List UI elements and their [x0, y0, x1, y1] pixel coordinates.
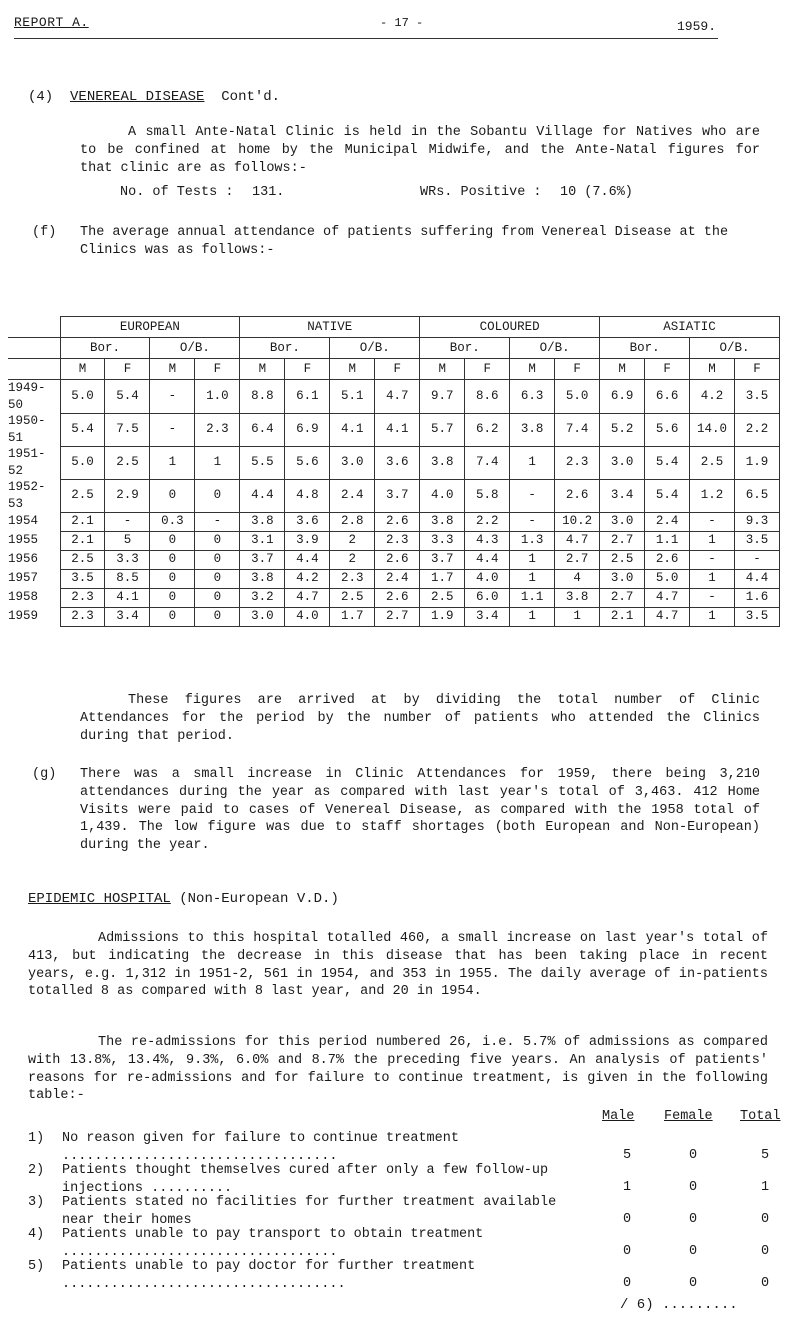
table-cell: 1.3 — [510, 531, 555, 550]
table-cell: 3.8 — [555, 588, 600, 607]
report-year: 1959. — [676, 19, 716, 34]
table-cell: 3.4 — [105, 607, 150, 626]
table-cell: 1 — [510, 550, 555, 569]
table-cell: 2.3 — [375, 531, 420, 550]
subgroup-header: O/B. — [690, 338, 780, 359]
table-cell: 3.9 — [285, 531, 330, 550]
table-cell: 2.4 — [330, 479, 375, 512]
table-cell: 8.6 — [465, 380, 510, 414]
table-cell: 4.7 — [375, 380, 420, 414]
table-cell: 2.5 — [60, 479, 105, 512]
table-cell: 3.5 — [60, 569, 105, 588]
row-year: 1954 — [8, 514, 39, 529]
table-subgroup-row — [8, 338, 780, 359]
item-g-text: There was a small increase in Clinic Attendances for 1959, there being 3,210 attendances during the year as compared with last year's total of 3,463. 412 Home Visits were paid to cases of Venereal Disease, as compared with the 1958 total of 1,439. The low figure was due to staff shortages (both European and Non-European) during the year. — [80, 767, 760, 854]
reason-male: 0 — [622, 1212, 632, 1227]
table-cell: 5.6 — [645, 413, 690, 446]
table-cell: - — [510, 512, 555, 531]
table-cell: 3.4 — [465, 607, 510, 626]
sex-header: M — [240, 359, 285, 380]
table-cell: 9.3 — [735, 512, 780, 531]
table-cell: 0 — [195, 531, 240, 550]
table-cell: 2.6 — [375, 512, 420, 531]
reason-total: 0 — [760, 1212, 770, 1227]
table-cell: - — [150, 413, 195, 446]
table-cell: 1 — [510, 569, 555, 588]
table-cell: 6.2 — [465, 413, 510, 446]
table-cell: 3.0 — [600, 569, 645, 588]
attendance-table — [8, 316, 780, 627]
epidemic-paragraph-2 — [28, 1034, 768, 1105]
table-cell: 1 — [510, 607, 555, 626]
row-year: 1957 — [8, 571, 39, 586]
table-cell: 4.0 — [465, 569, 510, 588]
table-cell: 0 — [150, 479, 195, 512]
table-cell: 3.6 — [285, 512, 330, 531]
sex-header: F — [735, 359, 780, 380]
table-cell: 2.2 — [735, 413, 780, 446]
table-group-row — [8, 317, 780, 338]
table-cell: 2 — [330, 531, 375, 550]
table-cell: 1 — [690, 569, 735, 588]
table-cell: 10.2 — [555, 512, 600, 531]
table-cell: 2.1 — [60, 531, 105, 550]
row-year: 1950-51 — [8, 414, 46, 445]
table-cell: 5.0 — [555, 380, 600, 414]
intro-text: A small Ante-Natal Clinic is held in the Sobantu Village for Natives who are to be confined at home by the Municipal Midwife, and the Ante-Natal figures for that clinic are as follows:- — [80, 125, 760, 176]
table-cell: 2.6 — [555, 479, 600, 512]
table-cell: 4.4 — [735, 569, 780, 588]
table-cell: 3.6 — [375, 446, 420, 479]
intro-paragraph — [80, 124, 760, 177]
table-cell: 2.5 — [420, 588, 465, 607]
table-cell: 0 — [150, 550, 195, 569]
table-cell: 2.5 — [105, 446, 150, 479]
reason-text: Patients stated no facilities for further treatment available near their homes — [62, 1195, 557, 1228]
table-cell: 1 — [150, 446, 195, 479]
table-row — [8, 569, 780, 588]
table-cell: 5.6 — [285, 446, 330, 479]
sex-header: M — [330, 359, 375, 380]
epidemic-heading — [28, 890, 339, 908]
table-cell: 1.7 — [420, 569, 465, 588]
table-row — [8, 380, 780, 414]
reason-male: 1 — [622, 1180, 632, 1195]
reason-number: 4) — [28, 1227, 45, 1242]
table-cell: 2.6 — [375, 550, 420, 569]
table-cell: 0 — [195, 479, 240, 512]
table-cell: 2.6 — [375, 588, 420, 607]
table-cell: 6.0 — [465, 588, 510, 607]
group-european: EUROPEAN — [60, 317, 240, 338]
table-cell: 5.4 — [645, 479, 690, 512]
row-year: 1959 — [8, 609, 39, 624]
table-cell: - — [105, 512, 150, 531]
positive-value: 10 (7.6%) — [560, 185, 633, 200]
table-body — [8, 380, 780, 627]
table-cell: 3.8 — [240, 569, 285, 588]
sex-header: M — [600, 359, 645, 380]
reason-number: 2) — [28, 1163, 45, 1178]
sex-header: M — [420, 359, 465, 380]
table-cell: 4.2 — [690, 380, 735, 414]
row-year: 1951-52 — [8, 447, 46, 478]
table-cell: 2.8 — [330, 512, 375, 531]
table-cell: 7.4 — [555, 413, 600, 446]
table-cell: 4.0 — [285, 607, 330, 626]
table-cell: 0 — [150, 607, 195, 626]
section-number: (4) — [28, 89, 54, 105]
table-cell: 2.5 — [330, 588, 375, 607]
table-cell: 4.4 — [285, 550, 330, 569]
table-cell: 8.8 — [240, 380, 285, 414]
table-row — [8, 550, 780, 569]
epidemic-para1-text: Admissions to this hospital totalled 460, a small increase on last year's total of 413, but indicating the decrease in this disease that has been taking place in recent years, e.g. 1,312 in 1951-2, 561 in 1954, and 353 in 1955. The daily average of in-patients totalled 8 as compared with 8 last year, and 20 in 1954. — [28, 931, 768, 1000]
table-cell: 0 — [195, 550, 240, 569]
item-f-text: The average annual attendance of patients suffering from Venereal Disease at the Clinics was as follows:- — [80, 225, 729, 258]
table-cell: 3.0 — [600, 512, 645, 531]
sex-header: M — [510, 359, 555, 380]
table-cell: 2.4 — [375, 569, 420, 588]
col-total: Total — [740, 1109, 781, 1124]
table-cell: 6.1 — [285, 380, 330, 414]
table-cell: 0 — [195, 569, 240, 588]
table-cell: 5.7 — [420, 413, 465, 446]
table-cell: 2.5 — [690, 446, 735, 479]
table-note-text: These figures are arrived at by dividing the total number of Clinic Attendances for the period by the number of patients who attended the Clinics during that period. — [80, 693, 760, 744]
table-cell: 0 — [195, 607, 240, 626]
item-f-label: (f) — [32, 225, 57, 240]
table-cell: 5.5 — [240, 446, 285, 479]
sex-header: F — [195, 359, 240, 380]
subgroup-header: Bor. — [240, 338, 330, 359]
epidemic-paragraph-1 — [28, 930, 768, 1001]
reason-female: 0 — [688, 1180, 698, 1195]
reasons-header — [28, 1108, 788, 1128]
table-sex-row — [8, 359, 780, 380]
table-cell: 4 — [555, 569, 600, 588]
table-cell: 4.7 — [645, 588, 690, 607]
reason-total: 0 — [760, 1276, 770, 1291]
table-corner — [8, 317, 60, 338]
header-rule — [14, 38, 718, 39]
table-cell: 3.7 — [420, 550, 465, 569]
table-cell: 5.0 — [60, 380, 105, 414]
table-cell: 4.4 — [465, 550, 510, 569]
item-g-label: (g) — [32, 767, 57, 782]
table-cell: 2.3 — [330, 569, 375, 588]
col-female: Female — [664, 1109, 713, 1124]
table-cell: 2.7 — [555, 550, 600, 569]
sex-header: F — [285, 359, 330, 380]
table-row — [8, 531, 780, 550]
table-cell: - — [690, 588, 735, 607]
table-cell: - — [195, 512, 240, 531]
sex-header: F — [105, 359, 150, 380]
table-cell: 5 — [105, 531, 150, 550]
table-cell: 3.7 — [375, 479, 420, 512]
sex-header: M — [150, 359, 195, 380]
table-cell: 1 — [195, 446, 240, 479]
table-cell: - — [690, 512, 735, 531]
sex-header: F — [465, 359, 510, 380]
continuation-marker: / 6) ......... — [620, 1297, 738, 1313]
sex-header: F — [375, 359, 420, 380]
table-cell: 3.7 — [240, 550, 285, 569]
sex-header: M — [60, 359, 105, 380]
table-cell: 5.0 — [60, 446, 105, 479]
reason-total: 1 — [760, 1180, 770, 1195]
table-cell: - — [735, 550, 780, 569]
table-cell: 4.0 — [420, 479, 465, 512]
subgroup-header: O/B. — [150, 338, 240, 359]
table-row — [8, 446, 780, 479]
table-cell: 6.4 — [240, 413, 285, 446]
table-cell: 1.1 — [510, 588, 555, 607]
table-cell: 0 — [150, 588, 195, 607]
table-cell: 1.2 — [690, 479, 735, 512]
page-number: - 17 - — [380, 16, 424, 30]
subgroup-header: O/B. — [330, 338, 420, 359]
table-cell: 0 — [150, 531, 195, 550]
table-cell: 3.0 — [330, 446, 375, 479]
table-cell: 0 — [195, 588, 240, 607]
table-row — [8, 512, 780, 531]
table-cell: 5.4 — [645, 446, 690, 479]
table-cell: 3.5 — [735, 531, 780, 550]
reason-total: 0 — [760, 1244, 770, 1259]
table-cell: 1.9 — [735, 446, 780, 479]
table-cell: 3.3 — [420, 531, 465, 550]
subgroup-header: O/B. — [510, 338, 600, 359]
table-cell: 9.7 — [420, 380, 465, 414]
table-cell: 14.0 — [690, 413, 735, 446]
table-cell: 2.7 — [600, 588, 645, 607]
section-heading — [28, 88, 280, 106]
table-cell: 3.0 — [240, 607, 285, 626]
table-cell: 6.3 — [510, 380, 555, 414]
table-cell: 5.0 — [645, 569, 690, 588]
table-cell: 4.1 — [105, 588, 150, 607]
table-cell: 1.1 — [645, 531, 690, 550]
row-year: 1956 — [8, 552, 39, 567]
table-cell: 7.5 — [105, 413, 150, 446]
table-cell: 1.0 — [195, 380, 240, 414]
table-cell: 5.8 — [465, 479, 510, 512]
table-cell: 0.3 — [150, 512, 195, 531]
reason-female: 0 — [688, 1276, 698, 1291]
table-cell: 2.6 — [645, 550, 690, 569]
table-cell: 3.8 — [510, 413, 555, 446]
col-male: Male — [602, 1109, 635, 1124]
table-cell: 3.8 — [420, 512, 465, 531]
subgroup-header: Bor. — [420, 338, 510, 359]
table-corner-3 — [8, 359, 60, 380]
table-cell: 6.6 — [645, 380, 690, 414]
table-cell: 6.9 — [600, 380, 645, 414]
reason-male: 0 — [622, 1244, 632, 1259]
page-header — [0, 8, 800, 36]
table-cell: 5.2 — [600, 413, 645, 446]
table-cell: 6.9 — [285, 413, 330, 446]
table-cell: 2.7 — [375, 607, 420, 626]
table-cell: 2.2 — [465, 512, 510, 531]
table-cell: 2.1 — [600, 607, 645, 626]
table-cell: 4.7 — [645, 607, 690, 626]
reason-number: 3) — [28, 1195, 45, 1210]
table-cell: 3.4 — [600, 479, 645, 512]
epidemic-subtitle: (Non-European V.D.) — [179, 891, 339, 907]
table-cell: 4.2 — [285, 569, 330, 588]
report-label: REPORT A. — [14, 15, 89, 30]
row-year: 1949-50 — [8, 381, 46, 412]
table-cell: 1 — [690, 531, 735, 550]
table-cell: 4.4 — [240, 479, 285, 512]
table-row — [8, 413, 780, 446]
table-cell: 2.3 — [60, 607, 105, 626]
reason-text: No reason given for failure to continue treatment .................................. — [62, 1131, 459, 1164]
table-cell: 4.1 — [330, 413, 375, 446]
table-cell: 1.7 — [330, 607, 375, 626]
table-cell: 4.7 — [285, 588, 330, 607]
row-year: 1958 — [8, 590, 39, 605]
reason-female: 0 — [688, 1148, 698, 1163]
table-cell: 3.1 — [240, 531, 285, 550]
group-coloured: COLOURED — [420, 317, 600, 338]
table-cell: 5.1 — [330, 380, 375, 414]
subgroup-header: Bor. — [600, 338, 690, 359]
reason-female: 0 — [688, 1244, 698, 1259]
table-cell: 7.4 — [465, 446, 510, 479]
table-note — [80, 692, 760, 745]
table-cell: 4.3 — [465, 531, 510, 550]
positive-label: WRs. Positive : — [420, 185, 542, 200]
section-title: VENEREAL DISEASE — [70, 89, 205, 105]
reason-female: 0 — [688, 1212, 698, 1227]
reason-text: Patients unable to pay transport to obtain treatment .................................. — [62, 1227, 484, 1260]
row-year: 1952-53 — [8, 480, 46, 511]
tests-value: 131. — [252, 185, 285, 200]
table-cell: 2 — [330, 550, 375, 569]
epidemic-title: EPIDEMIC HOSPITAL — [28, 891, 171, 907]
table-cell: 4.1 — [375, 413, 420, 446]
table-cell: 3.5 — [735, 380, 780, 414]
reason-male: 5 — [622, 1148, 632, 1163]
table-cell: 2.3 — [195, 413, 240, 446]
table-cell: 2.1 — [60, 512, 105, 531]
sex-header: F — [555, 359, 600, 380]
reason-text: Patients unable to pay doctor for further treatment ................................... — [62, 1259, 476, 1292]
table-cell: 8.5 — [105, 569, 150, 588]
table-cell: 5.4 — [60, 413, 105, 446]
table-corner-2 — [8, 338, 60, 359]
table-cell: 3.3 — [105, 550, 150, 569]
table-cell: 1 — [555, 607, 600, 626]
sex-header: M — [690, 359, 735, 380]
table-cell: - — [690, 550, 735, 569]
reason-total: 5 — [760, 1148, 770, 1163]
tests-label: No. of Tests : — [120, 185, 234, 200]
subgroup-header: Bor. — [60, 338, 150, 359]
table-cell: 3.8 — [240, 512, 285, 531]
table-cell: - — [150, 380, 195, 414]
table-cell: 2.9 — [105, 479, 150, 512]
table-cell: 3.2 — [240, 588, 285, 607]
row-year: 1955 — [8, 533, 39, 548]
table-cell: 1.9 — [420, 607, 465, 626]
table-cell: 2.5 — [60, 550, 105, 569]
table-cell: 3.8 — [420, 446, 465, 479]
sex-header: F — [645, 359, 690, 380]
reason-male: 0 — [622, 1276, 632, 1291]
group-asiatic: ASIATIC — [600, 317, 780, 338]
table-row — [8, 607, 780, 626]
group-native: NATIVE — [240, 317, 420, 338]
reason-number: 5) — [28, 1259, 45, 1274]
table-cell: 5.4 — [105, 380, 150, 414]
table-cell: - — [510, 479, 555, 512]
table-cell: 4.7 — [555, 531, 600, 550]
table-cell: 1 — [690, 607, 735, 626]
table-cell: 1.6 — [735, 588, 780, 607]
table-cell: 4.8 — [285, 479, 330, 512]
table-cell: 2.4 — [645, 512, 690, 531]
table-cell: 0 — [150, 569, 195, 588]
table-row — [8, 588, 780, 607]
table-cell: 3.5 — [735, 607, 780, 626]
table-cell: 3.0 — [600, 446, 645, 479]
table-cell: 2.3 — [555, 446, 600, 479]
epidemic-para2-text: The re-admissions for this period numbered 26, i.e. 5.7% of admissions as compared with 13.8%, 13.4%, 9.3%, 6.0% and 8.7% the preceding five years. An analysis of patients' reasons for re-admissions and for failure to continue treatment, is given in the following table:- — [28, 1035, 768, 1104]
table-cell: 2.3 — [60, 588, 105, 607]
table-cell: 2.7 — [600, 531, 645, 550]
table-row — [8, 479, 780, 512]
table-cell: 1 — [510, 446, 555, 479]
reason-text: Patients thought themselves cured after only a few follow-up injections .......... — [62, 1163, 549, 1196]
table-cell: 6.5 — [735, 479, 780, 512]
table-cell: 2.5 — [600, 550, 645, 569]
reason-number: 1) — [28, 1131, 45, 1146]
section-suffix: Cont'd. — [221, 89, 281, 105]
